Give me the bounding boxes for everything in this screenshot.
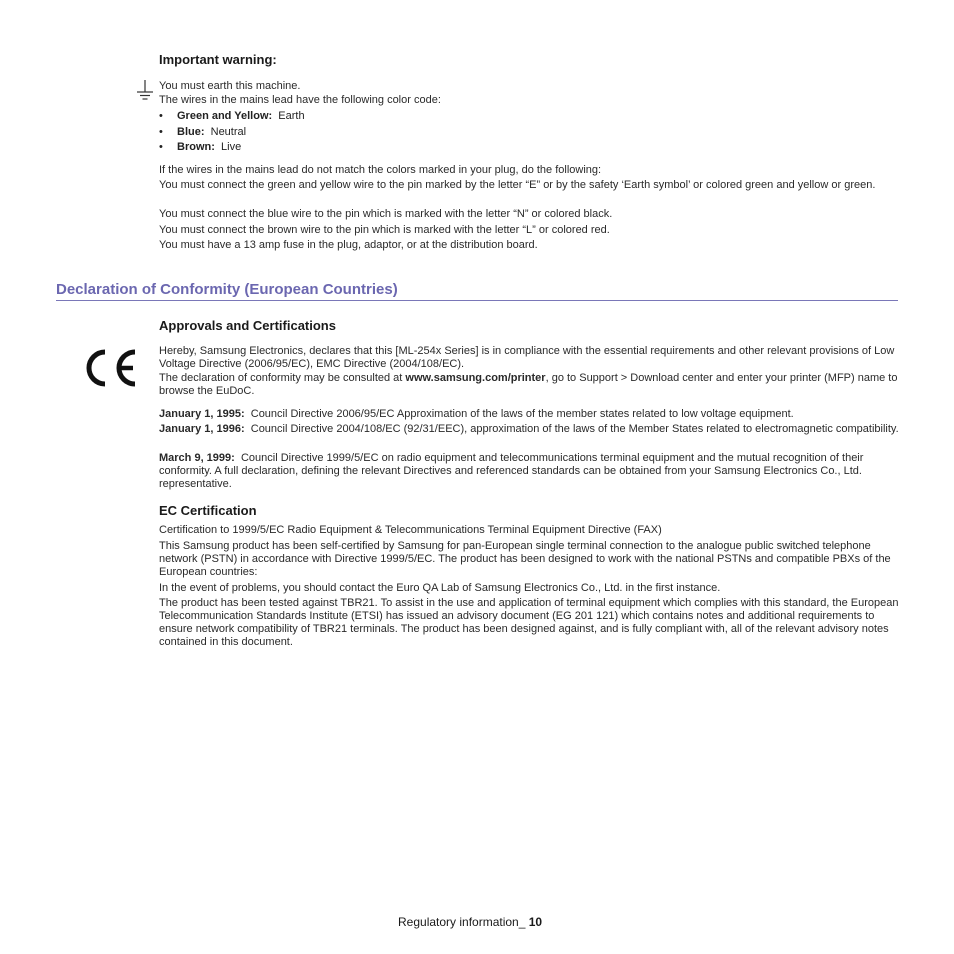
directive-entry [159, 452, 899, 491]
directive-date: January 1, 1996: [159, 423, 245, 435]
samsung-printer-url: www.samsung.com/printer [405, 372, 546, 384]
page-number: 10 [528, 915, 543, 929]
ec-paragraph: The product has been tested against TBR21. To assist in the use and application of terminal equipment which complies with this standard, the European Telecommunication Standards Institute (ETSI) has issued an advisory document (EG 201 121) which contains notes and additional requirements to ensure network compatibility of TBR21 terminals. The product has been designed against, and is fully compliant with, all of the relevant advisory notes contained in this document. [159, 597, 899, 648]
footer-label: Regulatory information_ [398, 915, 529, 929]
directive-date: March 9, 1999: [159, 452, 235, 464]
ec-paragraph: This Samsung product has been self-certified by Samsung for pan-European single terminal connection to the analogue public switched telephone network (PSTN) in accordance with Directive 1999/5/EC. The product has been designed to work with the national PSTNs and compatible PBXs of the European countries: [159, 540, 891, 578]
wires-line: The wires in the mains lead have the following color code: [159, 94, 441, 106]
declaration-paragraph [159, 372, 899, 398]
instruction-paragraph: You must connect the brown wire to the pin which is marked with the letter “L” or colored red. [159, 224, 610, 236]
declaration-text: , go to Support > Download center and enter your printer (MFP) name to browse the EuDoC. [159, 372, 898, 397]
instruction-paragraph: You must have a 13 amp fuse in the plug, adaptor, or at the distribution board. [159, 239, 538, 251]
color-code-label: Green and Yellow: [177, 110, 273, 122]
instruction-paragraph: If the wires in the mains lead do not match the colors marked in your plug, do the following: [159, 164, 602, 176]
earth-line: You must earth this machine. [159, 80, 301, 92]
approvals-heading: Approvals and Certifications [159, 318, 336, 333]
color-code-value: Neutral [210, 125, 247, 138]
directive-entry [159, 408, 899, 421]
color-code-list [159, 109, 305, 156]
page-footer [398, 915, 542, 929]
ec-heading: EC Certification [159, 503, 257, 518]
color-code-value: Live [221, 141, 242, 153]
color-code-label: Brown: [177, 141, 215, 153]
color-code-label: Blue: [177, 125, 205, 138]
directive-date: January 1, 1995: [159, 408, 245, 420]
directive-text: Council Directive 1999/5/EC on radio equipment and telecommunications terminal equipment and the mutual recognition of their conformity. A full declaration, defining the relevant Directives and referenced standards can be obtained from your Samsung Electronics Co., Ltd. representative. [159, 452, 864, 490]
ec-paragraph: Certification to 1999/5/EC Radio Equipment & Telecommunications Terminal Equipment Directive (FAX) [159, 524, 662, 536]
warning-heading: Important warning: [159, 52, 277, 67]
directive-text: Council Directive 2006/95/EC Approximation of the laws of the member states related to low voltage equipment. [250, 408, 794, 420]
directive-entry [159, 423, 899, 436]
directive-text: Council Directive 2004/108/EC (92/31/EEC), approximation of the laws of the Member States related to electromagnetic compatibility. [250, 423, 899, 435]
approvals-intro: Hereby, Samsung Electronics, declares that this [ML-254x Series] is in compliance with the essential requirements and other relevant provisions of Low Voltage Directive (2006/95/EC), EMC Directive (2004/108/EC). [159, 345, 895, 370]
section-divider [56, 300, 898, 301]
instruction-paragraph: You must connect the green and yellow wire to the pin marked by the letter “E” or by the safety ‘Earth symbol’ or colored green and yellow or green. [159, 179, 876, 191]
color-code-item [159, 109, 305, 125]
instruction-paragraph: You must connect the blue wire to the pin which is marked with the letter “N” or colored black. [159, 208, 613, 220]
earth-ground-icon [136, 80, 154, 102]
color-code-value: Earth [278, 110, 305, 122]
color-code-item [159, 125, 305, 141]
section-title: Declaration of Conformity (European Countries) [56, 281, 398, 298]
ce-mark-icon [80, 347, 140, 389]
ec-paragraph: In the event of problems, you should contact the Euro QA Lab of Samsung Electronics Co., Ltd. in the first instance. [159, 582, 721, 594]
color-code-item [159, 140, 305, 156]
declaration-text: The declaration of conformity may be consulted at [159, 372, 406, 384]
